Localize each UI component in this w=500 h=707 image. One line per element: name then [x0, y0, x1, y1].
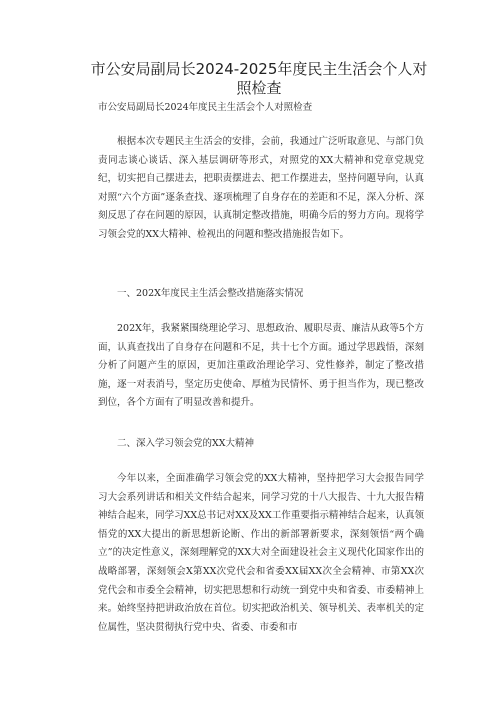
paragraph-intro: 根据本次专题民主生活会的安排，会前，我通过广泛听取意见、与部门负责同志谈心谈话、深入基层调研等形式，对照党的XX大精神和党章党规党纪，切实把自己摆进去，把职责摆进去、把工作摆进去，坚持问题导向，认真对照“六个方面”逐条查找、逐项梳理了自身存在的差距和不足，深入分析、深刻反思了存在问题的原因，认真制定整改措施，明确今后的努力方向。现将学习领会党的XX大精神、检视出的问题和整改措施报告如下。	[98, 136, 424, 240]
paragraph-rectification: 202X年，我紧紧围绕理论学习、思想政治、履职尽责、廉洁从政等5个方面，认真查找出了自身存在问题和不足，共十七个方面。通过学思践悟，深刻分析了问题产生的原因，更加注重政治理论学习、党性修养，制定了整改措施，逐一对表消号，坚定历史使命、厚植为民情怀、勇于担当作为，现已整改到位，各个方面有了明显改善和提升。	[98, 323, 424, 409]
document-subtitle: 市公安局副局长2024年度民主生活会个人对照检查	[98, 102, 313, 113]
document-title: 市公安局副局长2024-2025年度民主生活会个人对照检查	[90, 60, 428, 97]
paragraph-study: 今年以来，全面准确学习领会党的XX大精神，坚持把学习大会报告同学习大会系列讲话和相关文件结合起来，同学习党的十八大报告、十九大报告精神结合起来，同学习XX总书记对XX及XX工作重要指示精神结合起来，认真领悟党的XX大提出的新思想新论断、作出的新部署新要求，深刻领悟“两个确立”的决定性意义，深刻理解党的XX大对全面建设社会主义现代化国家作出的战略部署，深刻领会X第XX次党代会和省委XX届XX次全会精神、市第XX次党代会和市委全会精神，切实把思想和行动统一到党中央和省委、市委精神上来。始终坚持把讲政治放在首位。切实把政治机关、领导机关、表率机关的定位属性，坚决贯彻执行党中央、省委、市委和市	[98, 473, 424, 633]
section-heading-2: 二、深入学习领会党的XX大精神	[117, 438, 255, 449]
section-heading-1: 一、202X年度民主生活会整改措施落实情况	[117, 288, 304, 299]
